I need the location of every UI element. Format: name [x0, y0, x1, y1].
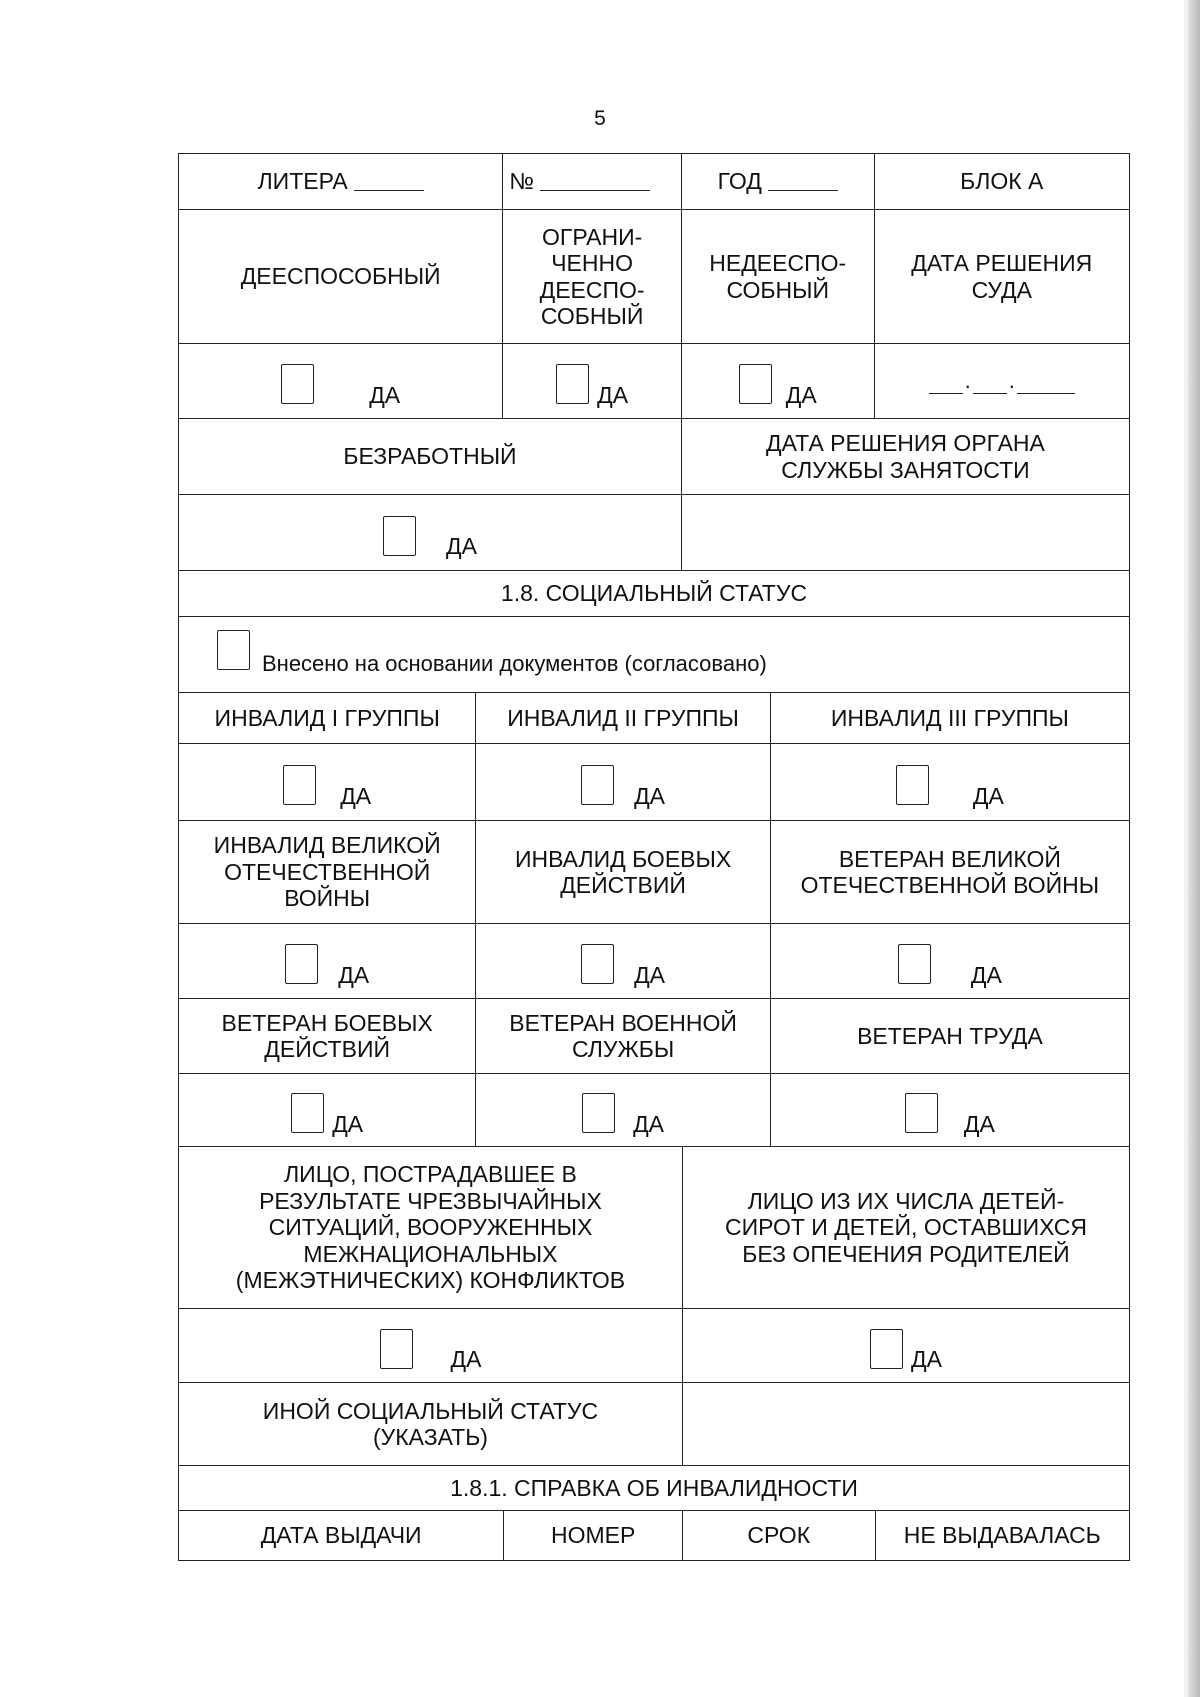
litera-label: ЛИТЕРА — [257, 168, 348, 195]
court-date-cell — [874, 210, 1129, 343]
term-label: СРОК — [747, 1522, 811, 1549]
capable-label: ДЕЕСПОСОБНЫЙ — [240, 263, 441, 290]
not-issued-label: НЕ ВЫДАВАЛАСЬ — [903, 1522, 1101, 1549]
issue-date-label: ДАТА ВЫДАЧИ — [260, 1522, 422, 1549]
veteran-labor-checkbox[interactable] — [905, 1093, 938, 1133]
other-status-row — [179, 1382, 1129, 1465]
term-cell — [682, 1511, 875, 1560]
yes-label: ДА — [634, 961, 666, 988]
issue-date-cell — [179, 1511, 503, 1560]
veteran-ww2-check-cell — [770, 924, 1129, 998]
unemployed-check-cell — [179, 495, 681, 570]
disabled-ww2-label: ИНВАЛИД ВЕЛИКОЙ ОТЕЧЕСТВЕННОЙ ВОЙНЫ — [213, 832, 441, 912]
veteran-military-label: ВЕТЕРАН ВОЕННОЙ СЛУЖБЫ — [509, 1009, 737, 1062]
court-date-field[interactable] — [929, 368, 1075, 393]
unemployed-check-row — [179, 494, 1129, 570]
not-issued-cell — [875, 1511, 1129, 1560]
court-date-label: ДАТА РЕШЕНИЯ СУДА — [911, 250, 1093, 303]
veteran-labor-check-cell — [770, 1074, 1129, 1146]
disabled-3-checkbox[interactable] — [896, 765, 929, 805]
incapable-check-cell — [681, 344, 874, 418]
disabled-1-check-cell — [179, 744, 475, 820]
employment-decision-cell — [681, 419, 1129, 494]
emergency-victim-checkbox[interactable] — [380, 1329, 413, 1369]
header-row — [179, 154, 1129, 209]
certificate-title: 1.8.1. СПРАВКА ОБ ИНВАЛИДНОСТИ — [450, 1474, 858, 1501]
yes-label: ДА — [972, 782, 1004, 809]
limited-check-cell — [502, 344, 681, 418]
emergency-victim-label: ЛИЦО, ПОСТРАДАВШЕЕ В РЕЗУЛЬТАТЕ ЧРЕЗВЫЧАЙНЫХ СИТУАЦИЙ, ВООРУЖЕННЫХ МЕЖНАЦИОНАЛЬНЫХ (МЕЖЭТНИЧЕСКИХ) КОНФЛИКТОВ — [235, 1161, 626, 1294]
veteran-military-cell — [475, 999, 769, 1073]
veteran-combat-check-cell — [179, 1074, 475, 1146]
yes-label: ДА — [634, 782, 666, 809]
social-status-title: 1.8. СОЦИАЛЬНЫЙ СТАТУС — [500, 580, 808, 607]
docs-note-cell — [179, 617, 1129, 692]
emergency-victim-check-cell — [179, 1309, 682, 1382]
capable-checkbox[interactable] — [281, 364, 314, 404]
capacity-check-row — [179, 343, 1129, 418]
cert-number-cell — [503, 1511, 682, 1560]
yes-label: ДА — [785, 381, 817, 408]
incapable-label: НЕДЕЕСПО- СОБНЫЙ — [709, 250, 847, 303]
disabled-2-check-cell — [475, 744, 769, 820]
certificate-columns-row — [179, 1510, 1129, 1560]
capable-check-cell — [179, 344, 502, 418]
disabled-ww2-check-cell — [179, 924, 475, 998]
disabled-2-cell — [475, 693, 769, 743]
capacity-label-row — [179, 209, 1129, 343]
orphan-label: ЛИЦО ИЗ ИХ ЧИСЛА ДЕТЕЙ- СИРОТ И ДЕТЕЙ, ОСТАВШИХСЯ БЕЗ ОПЕЧЕНИЯ РОДИТЕЛЕЙ — [724, 1187, 1087, 1267]
social-status-title-cell — [179, 571, 1129, 616]
limited-cell — [502, 210, 681, 343]
veteran-combat-checkbox[interactable] — [291, 1093, 324, 1133]
yes-label: ДА — [597, 381, 629, 408]
veteran-labor-label: ВЕТЕРАН ТРУДА — [857, 1022, 1043, 1049]
incapable-checkbox[interactable] — [739, 364, 772, 404]
number-field[interactable] — [540, 172, 650, 191]
yes-label: ДА — [369, 381, 401, 408]
vulnerable-group-check-row — [179, 1308, 1129, 1382]
disabled-ww2-cell — [179, 821, 475, 923]
date-separator: . — [964, 368, 971, 394]
date-separator: . — [1008, 368, 1015, 394]
year-label: ГОД — [717, 168, 762, 195]
employment-decision-label: ДАТА РЕШЕНИЯ ОРГАНА СЛУЖБЫ ЗАНЯТОСТИ — [766, 430, 1045, 483]
litera-cell — [179, 154, 502, 209]
capable-cell — [179, 210, 502, 343]
veteran-military-checkbox[interactable] — [582, 1093, 615, 1133]
disability-group-check-row — [179, 743, 1129, 820]
yes-label: ДА — [911, 1346, 942, 1373]
disabled-3-cell — [770, 693, 1129, 743]
veteran-combat-cell — [179, 999, 475, 1073]
disabled-3-check-cell — [770, 744, 1129, 820]
unemployed-checkbox[interactable] — [383, 516, 416, 556]
disabled-combat-check-cell — [475, 924, 769, 998]
docs-note-row — [179, 616, 1129, 692]
litera-field[interactable] — [354, 172, 424, 191]
cert-number-label: НОМЕР — [550, 1522, 636, 1549]
block-cell — [874, 154, 1129, 209]
disabled-2-label: ИНВАЛИД II ГРУППЫ — [507, 704, 739, 731]
disabled-1-cell — [179, 693, 475, 743]
docs-note-label: Внесено на основании документов (согласовано) — [262, 650, 767, 676]
disability-group-row — [179, 692, 1129, 743]
number-cell — [502, 154, 681, 209]
limited-checkbox[interactable] — [556, 364, 589, 404]
disabled-1-checkbox[interactable] — [283, 765, 316, 805]
docs-agreed-checkbox[interactable] — [217, 630, 250, 670]
yes-label: ДА — [446, 533, 477, 560]
yes-label: ДА — [963, 1110, 995, 1137]
veteran-row — [179, 998, 1129, 1073]
certificate-title-cell — [179, 1466, 1129, 1510]
veteran-ww2-label: ВЕТЕРАН ВЕЛИКОЙ ОТЕЧЕСТВЕННОЙ ВОЙНЫ — [800, 845, 1100, 898]
year-field[interactable] — [768, 172, 838, 191]
other-status-cell — [179, 1383, 682, 1465]
social-status-title-row — [179, 570, 1129, 616]
yes-label: ДА — [338, 961, 370, 988]
yes-label: ДА — [633, 1110, 665, 1137]
limited-label: ОГРАНИ- ЧЕННО ДЕЕСПО- СОБНЫЙ — [539, 223, 645, 329]
employment-decision-field[interactable] — [681, 495, 1129, 570]
unemployed-label-row — [179, 418, 1129, 494]
veteran-labor-cell — [770, 999, 1129, 1073]
orphan-check-cell — [682, 1309, 1129, 1382]
veteran-ww2-cell — [770, 821, 1129, 923]
scan-edge — [1188, 0, 1200, 1697]
veteran-check-row — [179, 1073, 1129, 1146]
incapable-cell — [681, 210, 874, 343]
disabled-1-label: ИНВАЛИД I ГРУППЫ — [214, 704, 440, 731]
disabled-combat-cell — [475, 821, 769, 923]
yes-label: ДА — [340, 782, 372, 809]
disabled-combat-label: ИНВАЛИД БОЕВЫХ ДЕЙСТВИЙ — [514, 845, 732, 898]
disabled-ww2-checkbox[interactable] — [285, 944, 318, 984]
veteran-military-check-cell — [475, 1074, 769, 1146]
yes-label: ДА — [332, 1110, 364, 1137]
war-status-check-row — [179, 923, 1129, 998]
form-table — [178, 153, 1130, 1561]
other-status-label: ИНОЙ СОЦИАЛЬНЫЙ СТАТУС (УКАЗАТЬ) — [262, 1397, 599, 1450]
other-status-field[interactable] — [682, 1383, 1129, 1465]
unemployed-label: БЕЗРАБОТНЫЙ — [343, 443, 517, 470]
disabled-2-checkbox[interactable] — [581, 765, 614, 805]
orphan-checkbox[interactable] — [870, 1329, 903, 1369]
yes-label: ДА — [970, 961, 1002, 988]
block-label: БЛОК А — [960, 168, 1044, 195]
number-label: № — [509, 168, 534, 195]
disabled-3-label: ИНВАЛИД III ГРУППЫ — [830, 704, 1069, 731]
veteran-combat-label: ВЕТЕРАН БОЕВЫХ ДЕЙСТВИЙ — [221, 1009, 433, 1062]
page-number: 5 — [594, 107, 606, 130]
yes-label: ДА — [450, 1346, 482, 1373]
vulnerable-group-row — [179, 1146, 1129, 1308]
veteran-ww2-checkbox[interactable] — [898, 944, 931, 984]
court-date-field-cell — [874, 344, 1129, 418]
orphan-cell — [682, 1147, 1129, 1308]
unemployed-cell — [179, 419, 681, 494]
emergency-victim-cell — [179, 1147, 682, 1308]
certificate-title-row — [179, 1465, 1129, 1510]
year-cell — [681, 154, 874, 209]
disabled-combat-checkbox[interactable] — [581, 944, 614, 984]
war-status-row — [179, 820, 1129, 923]
